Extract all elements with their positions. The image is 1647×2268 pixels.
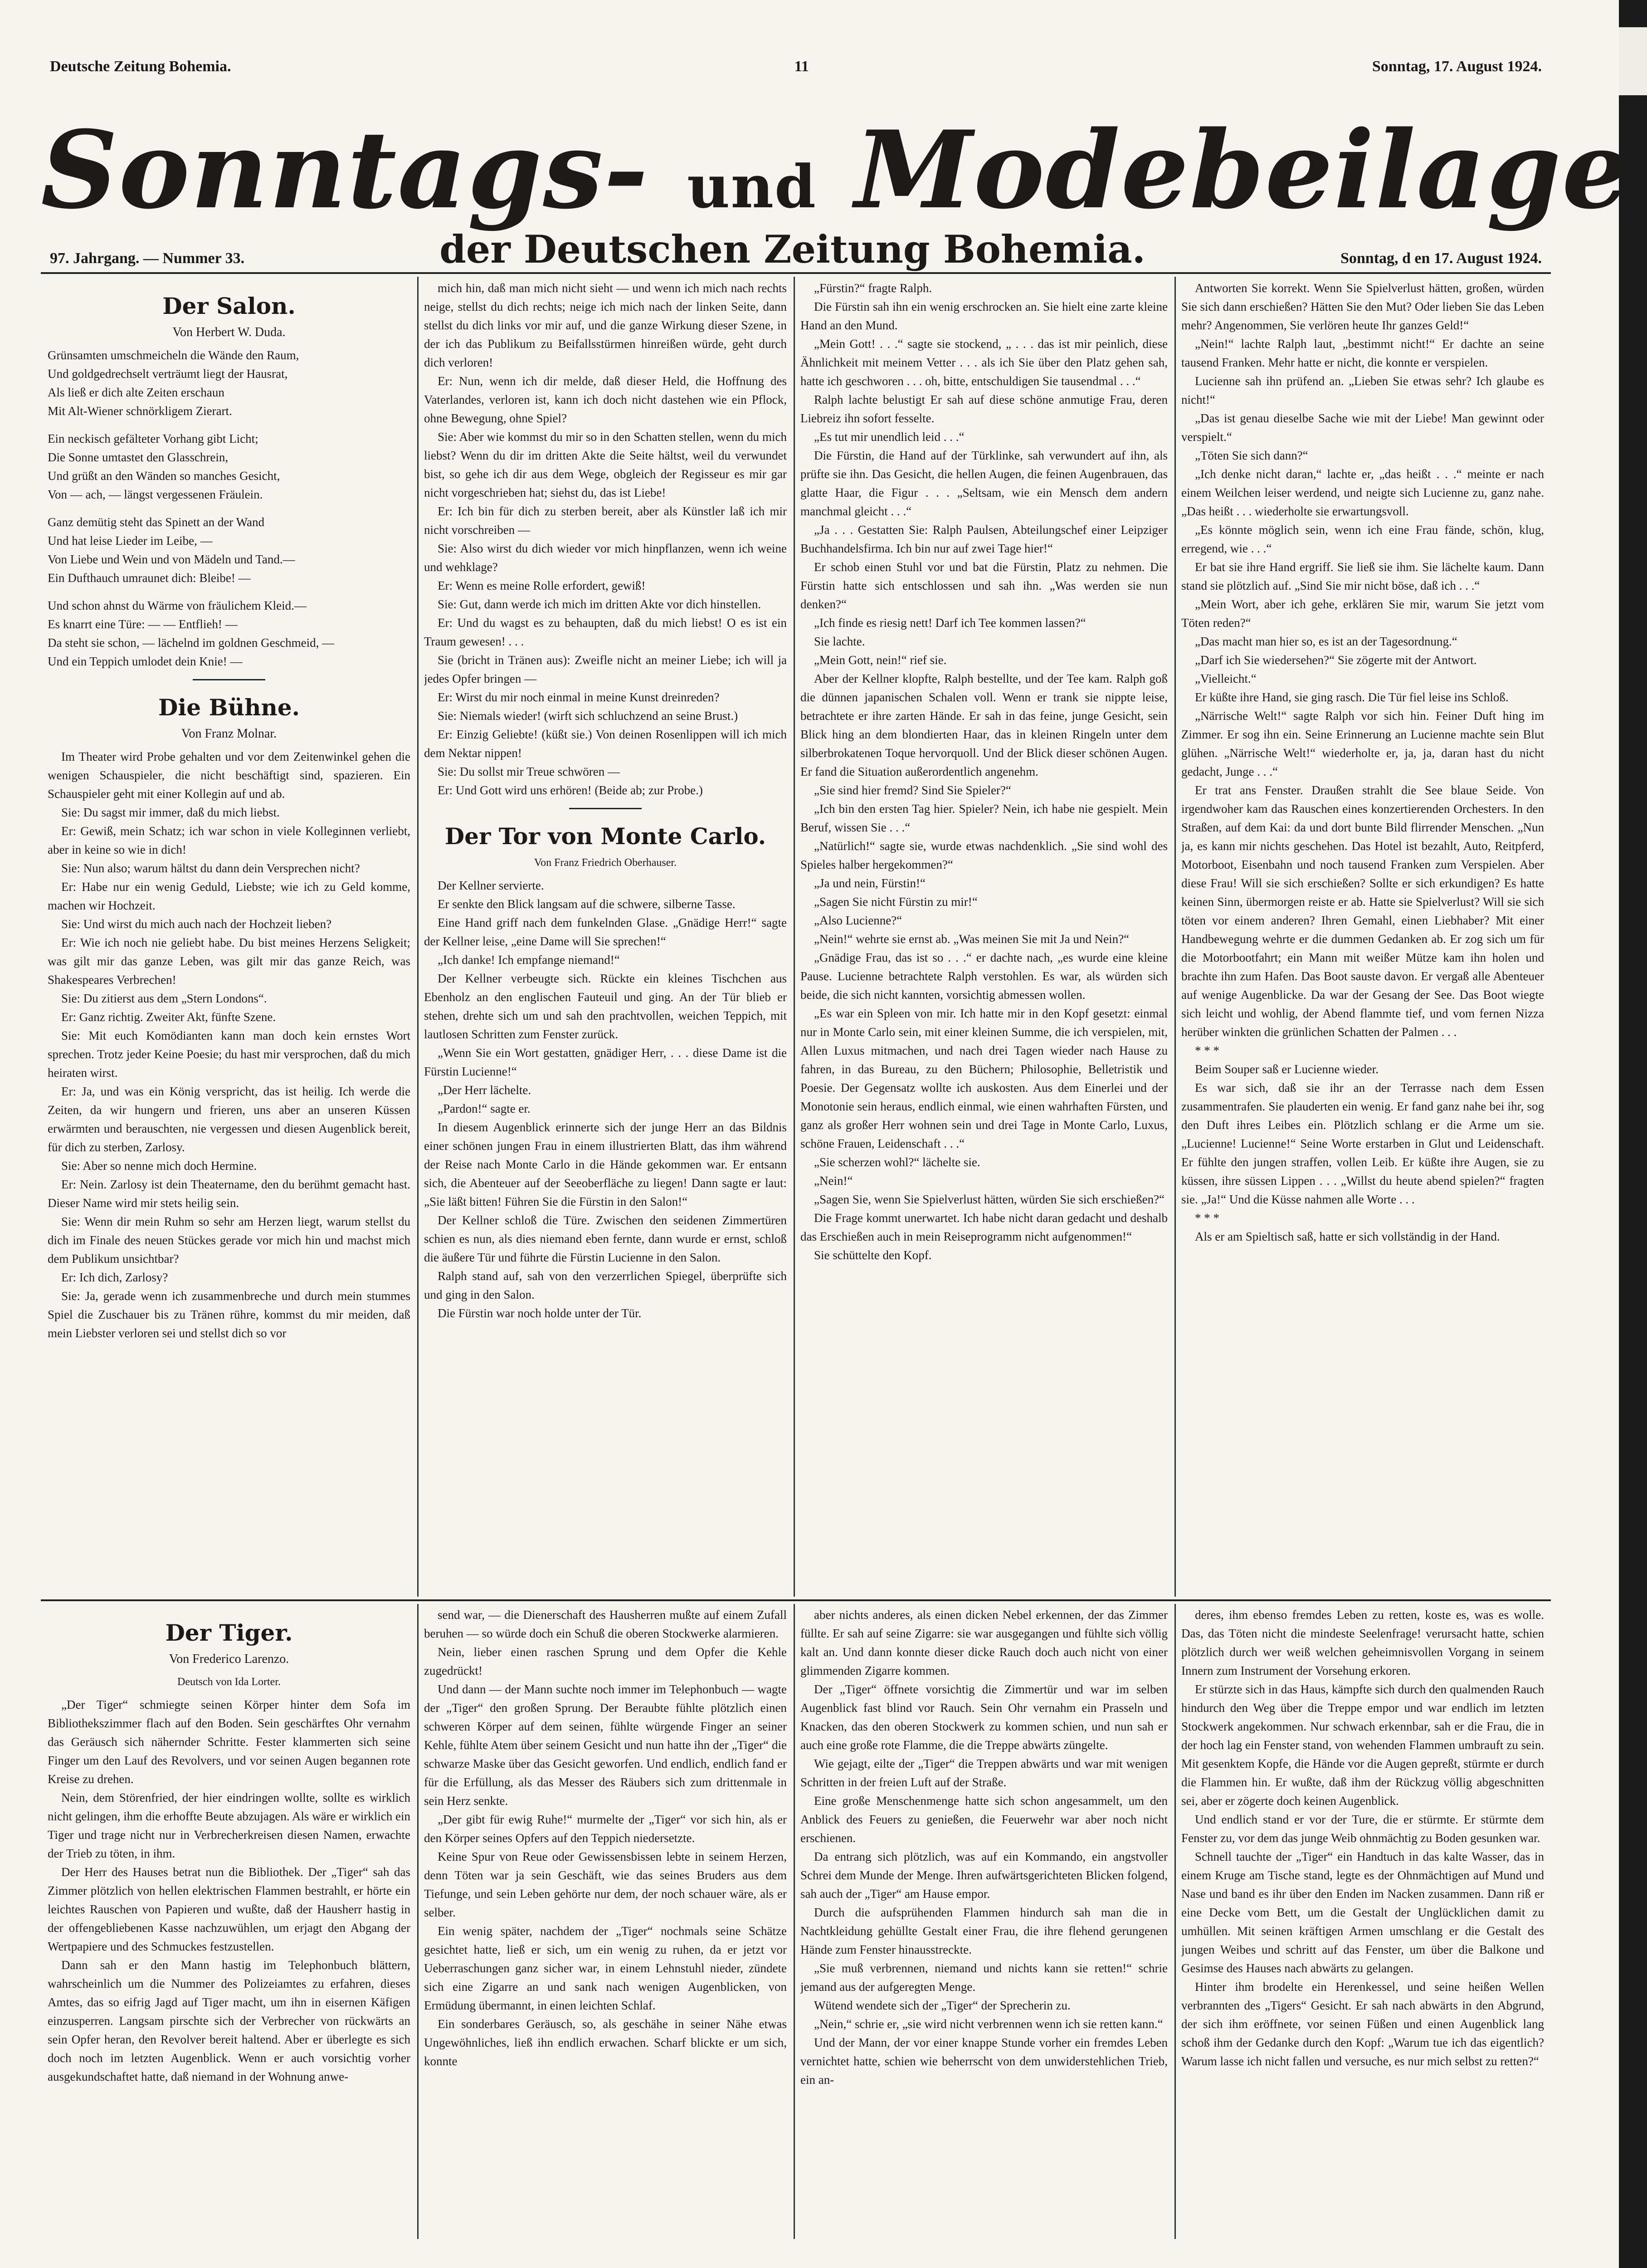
paragraph: „Das ist genau dieselbe Sache wie mit der Liebe! Man gewinnt oder verspielt.“ bbox=[1181, 411, 1544, 444]
paragraph: Ralph lachte belustigt Er sah auf diese schöne anmutige Frau, deren Liebreiz ihn sofort fesselte. bbox=[800, 393, 1168, 425]
article-divider bbox=[193, 679, 265, 680]
paragraph: Als er am Spieltisch saß, hatte er sich vollständig in der Hand. bbox=[1195, 1230, 1500, 1243]
paragraph: „Ja und nein, Fürstin!“ bbox=[814, 876, 926, 890]
paragraph: Wie gejagt, eilte der „Tiger“ die Treppen abwärts und war mit wenigen Schritten in der freien Luft auf der Straße. bbox=[800, 1757, 1168, 1789]
tiger-author: Von Frederico Larenzo. bbox=[169, 1652, 289, 1666]
paragraph: „Ich bin den ersten Tag hier. Spieler? Nein, ich habe nie gespielt. Mein Beruf, wissen Sie . . .“ bbox=[800, 802, 1168, 834]
paragraph: Aber der Kellner klopfte, Ralph bestellte, und der Tee kam. Ralph goß die dünnen japanischen Schalen voll. Wenn er trank sie nippte leise, betrachtete er ihre zarten Hände. Er sah in das feine, junge Gesicht, sein Blick hing an dem blondierten Haar, das in kleinen Ringeln unter dem silberbrokatenen Toque hervorquoll. Und der Blick dieser schönen Augen. Er fand die Situation außerordentlich angenehm. bbox=[800, 672, 1168, 778]
paragraph: mich hin, daß man mich nicht sieht — und wenn ich mich nach rechts neige, stellst du dich rechts; neige ich mich nach der linken Seite, dann stellst du dich links vor mir auf, und die ganze Wirkung dieser Szene, in der ich das Publikum zu Beifallsstürmen hinreißen würde, geht durch dich verloren! bbox=[424, 281, 787, 369]
paragraph: „Mein Wort, aber ich gehe, erklären Sie mir, warum Sie jetzt vom Töten reden?“ bbox=[1181, 597, 1544, 630]
paragraph: „Darf ich Sie wiedersehen?“ Sie zögerte mit der Antwort. bbox=[1195, 653, 1477, 667]
paragraph: Es war sich, daß sie ihr an der Terrasse nach dem Essen zusammentrafen. Sie plauderten ein wenig. Er fand ganz nahe bei ihr, sog den Duft ihres Leibes ein. Plötzlich schlang er die Arme um sie. „Lucienne! Lucienne!“ Seine Worte erstarben in Glut und Leidenschaft. Er fühlte den jungen straffen, vollen Leib. Er küßte ihre Augen, sie zu küssen, ihre süssen Lippen . . . „Willst du heute abend spielen?“ fragten sie. „Ja!“ Und die Küsse nahmen alle Worte . . . bbox=[1181, 1081, 1544, 1206]
paragraph: Er: Wirst du mir noch einmal in meine Kunst dreinreden? bbox=[438, 690, 720, 704]
paragraph: Die Fürstin, die Hand auf der Türklinke, sah verwundert auf ihn, als prüfte sie ihn. Das Gesicht, die hellen Augen, die feinen Augenbrauen, das glatte Haar, die Figur . . . „Seltsam, wie ein Mensch dem andern manchmal gleicht . . .“ bbox=[800, 449, 1168, 518]
paragraph: deres, ihm ebenso fremdes Leben zu retten, koste es, was es wolle. Das, das Töten nicht die mindeste Seelenfrage! verursacht hatte, schien plötzlich durch wer weiß welchen geheimnisvollen Vorgang in seinem Innern zum Instrument der Vorsehung erkoren. bbox=[1181, 1608, 1544, 1677]
paragraph: Sie: Du zitierst aus dem „Stern Londons“. bbox=[61, 992, 267, 1005]
column-4 bbox=[1181, 279, 1544, 1597]
header-date: Sonntag, 17. August 1924. bbox=[1372, 58, 1542, 75]
buehne-title: Die Bühne. bbox=[158, 694, 300, 721]
scan-edge-tab bbox=[1619, 27, 1647, 95]
paragraph: „Sie sind hier fremd? Sind Sie Spieler?“ bbox=[814, 783, 1011, 797]
paragraph: * * * bbox=[1195, 1044, 1219, 1057]
poem-line: Ganz demütig steht das Spinett an der Wand bbox=[48, 515, 264, 529]
column-rule-1 bbox=[417, 277, 419, 1597]
paragraph: „Sie muß verbrennen, niemand und nichts kann sie retten!“ schrie jemand aus der aufgeregten Menge. bbox=[800, 1961, 1168, 1994]
poem-line: Es knarrt eine Türe: — — Entflieh! — bbox=[48, 617, 238, 631]
paragraph: „Gnädige Frau, das ist so . . .“ er dachte nach, „es wurde eine kleine Pause. Lucienne betrachtete Ralph verstohlen. Es war, als würden sich beide, die sich nicht kannten, vorsichtig abmessen wollen. bbox=[800, 951, 1168, 1002]
paragraph: Hinter ihm brodelte ein Herenkessel, und seine heißen Wellen verbrannten des „Tigers“ Gesicht. Er sah nach abwärts in den Abgrund, der sich ihm eröffnete, vor seinen Füßen und einen Augenblick lang schoß ihm der Gedanke durch den Kopf: „Warum tue ich das eigentlich? Warum lasse ich nicht fallen und versuche, es nur mich selbst zu retten?“ bbox=[1181, 1980, 1544, 2068]
paragraph: „Ich denke nicht daran,“ lachte er, „das heißt . . .“ meinte er nach einem Weilchen leiser werdend, und neigte sich Lucienne zu, ganz nahe. „Das heißt . . . wiederholte sie erwartungsvoll. bbox=[1181, 467, 1544, 518]
paragraph: Er küßte ihre Hand, sie ging rasch. Die Tür fiel leise ins Schloß. bbox=[1195, 690, 1509, 704]
paragraph: aber nichts anderes, als einen dicken Nebel erkennen, der das Zimmer füllte. Er sah auf seine Zigarre: sie war ausgegangen und fühlte sich völlig kalt an. Und dann konnte dieser dicke Rauch doch auch nicht von einer glimmenden Zigarre kommen. bbox=[800, 1608, 1168, 1677]
volume-number: 97. Jahrgang. — Nummer 33. bbox=[50, 250, 245, 267]
poem-line: Und ein Teppich umlodet dein Knie! — bbox=[48, 655, 243, 668]
paragraph: Durch die aufsprühenden Flammen hindurch sah man die in Nachtkleidung gehüllte Gestalt einer Frau, die ihre flehend gerungenen Hände zum Fenster hinausstreckte. bbox=[800, 1906, 1168, 1956]
tor-title: Der Tor von Monte Carlo. bbox=[444, 823, 766, 850]
column-1 bbox=[48, 279, 410, 1597]
paragraph: „Närrische Welt!“ sagte Ralph vor sich hin. Feiner Duft hing im Zimmer. Er sog ihn ein. Seine Erinnerung an Lucienne machte sein Blut glühen. „Närrische Welt!“ wiederholte er, ja, ja, daran hast du nicht gedacht, Junge . . .“ bbox=[1181, 709, 1544, 778]
paragraph: Und endlich stand er vor der Ture, die er stürmte. Er stürmte dem Fenster zu, vor dem das junge Weib ohnmächtig zu Boden gesunken war. bbox=[1181, 1813, 1544, 1845]
poem-line bbox=[48, 587, 410, 596]
paragraph: Die Fürstin sah ihn ein wenig erschrocken an. Sie hielt eine zarte kleine Hand an den Mund. bbox=[800, 300, 1168, 332]
paragraph: Sie: Aber so nenne mich doch Hermine. bbox=[61, 1159, 257, 1173]
paragraph: * * * bbox=[1195, 1211, 1219, 1225]
paragraph: Dann sah er den Mann hastig im Telephonbuch blättern, wahrscheinlich um die Nummer des Polizeiamtes zu erfahren, dieses Amtes, das so eifrig Jagd auf Tiger macht, um ihn in eisernen Käfigen einzusperren. Langsam pirschte sich der Verbrecher von rückwärts an sein Opfer heran, den Revolver bereit haltend. Aber er überlegte es sich doch noch im letzten Augenblick. Wenn er auch vorsichtig vorher ausgekundschaftet hatte, daß niemand in der Wohnung anwe- bbox=[48, 1958, 410, 2083]
column-2 bbox=[424, 279, 787, 1597]
paragraph: Sie lachte. bbox=[814, 635, 865, 648]
paragraph: Schnell tauchte der „Tiger“ ein Handtuch in das kalte Wasser, das in einem Kruge am Tische stand, legte es der Ohnmächtigen auf Mund und Nase und band es ihr über den Enden im Nacken zusammen. Dann riß er eine Decke vom Bett, um die Gestalt der Unglücklichen damit zu umhüllen. Mit seinen kräftigen Armen umschlang er die Gestalt des jungen Weibes und schritt auf das Fenster, um über die Balkone und Gesimse des Hauses nach abwärts zu gelangen. bbox=[1181, 1850, 1544, 1975]
poem-line: Da steht sie schon, — lächelnd im goldnen Geschmeid, — bbox=[48, 636, 335, 650]
paragraph: Er: Habe nur ein wenig Geduld, Liebste; wie ich zu Geld komme, machen wir Hochzeit. bbox=[48, 880, 410, 912]
section-rule bbox=[41, 1599, 1551, 1601]
paragraph: Und dann — der Mann suchte noch immer im Telephonbuch — wagte der „Tiger“ den großen Sprung. Der Beraubte fühlte plötzlich einen schweren Körper auf dem seinen, fühlte würgende Finger an seiner Kehle, fühlte Atem über seinem Gesicht und nun hatte ihn der „Tiger“ die schwarze Maske über das Gesicht geworfen. Und endlich, endlich fand er für die Erfüllung, als das Messer des Räubers sich zum drittenmale in sein Herz senkte. bbox=[424, 1682, 787, 1808]
paragraph: Er: Und du wagst es zu behaupten, daß du mich liebst! O es ist ein Traum gewesen! . . . bbox=[424, 616, 787, 648]
paragraph: „Der Tiger“ schmiegte seinen Körper hinter dem Sofa im Bibliothekszimmer flach auf den Boden. Sein geschärftes Ohr vernahm das Geräusch sich nähernder Schritte. Fester klammerten sich seine Finger um den Lauf des Revolvers, und vor seinen Augen begannen rote Kreise zu drehen. bbox=[48, 1698, 410, 1786]
poem-line: Und schon ahnst du Wärme von fräulichem Kleid.— bbox=[48, 599, 307, 612]
poem-line: Als ließ er dich alte Zeiten erschaun bbox=[48, 386, 224, 399]
paragraph: Er: Wie ich noch nie geliebt habe. Du bist meines Herzens Seligkeit; was gilt mir das ganze Leben, was gilt mir das ganze Reich, was Shakespeares Verbrechen! bbox=[48, 936, 410, 987]
tiger-column-2 bbox=[424, 1606, 787, 2236]
paragraph: Die Frage kommt unerwartet. Ich habe nicht daran gedacht und deshalb das Erschießen auch in mein Reiseprogramm nicht aufgenommen!“ bbox=[800, 1211, 1168, 1243]
paragraph: Er: Ja, und was ein König verspricht, das ist heilig. Ich werde die Zeiten, da wir hungern und frieren, uns aber an unseren Küssen erwärmten und berauschten, nie vergessen und diesen Augenblick bereit, für dich zu sterben, Zarlosy. bbox=[48, 1085, 410, 1154]
paragraph: Eine Hand griff nach dem funkelnden Glase. „Gnädige Herr!“ sagte der Kellner leise, „eine Dame will Sie sprechen!“ bbox=[424, 916, 787, 948]
paragraph: „Ich finde es riesig nett! Darf ich Tee kommen lassen?“ bbox=[814, 616, 1086, 630]
masthead-part-2: und bbox=[687, 152, 817, 221]
paragraph: „Es könnte möglich sein, wenn ich eine Frau fände, schön, klug, erregend, wie . . .“ bbox=[1181, 523, 1544, 555]
paragraph: Sie: Ja, gerade wenn ich zusammenbreche und durch mein stummes Spiel die Zuschauer bis zu Tränen rühre, kommst du mir meiden, daß mein Liebster verloren sei und stellst dich so vor bbox=[48, 1289, 410, 1340]
column-3 bbox=[800, 279, 1168, 1597]
buehne-author: Von Franz Molnar. bbox=[181, 727, 277, 741]
paragraph: Er: Nein. Zarlosy ist dein Theatername, den du berühmt gemacht hast. Dieser Name wird mir stets heilig sein. bbox=[48, 1178, 410, 1210]
paragraph: Er: Ich dich, Zarlosy? bbox=[61, 1271, 168, 1284]
paragraph: „Der gibt für ewig Ruhe!“ murmelte der „Tiger“ vor sich hin, als er den Körper seines Opfers auf den Teppich niedersetzte. bbox=[424, 1813, 787, 1845]
paragraph: Er: Nun, wenn ich dir melde, daß dieser Held, die Hoffnung des Vaterlandes, verloren ist, kann ich doch nicht dastehen wie ein Pflock, ohne Bewegung, ohne Spiel? bbox=[424, 374, 787, 425]
paragraph: Lucienne sah ihn prüfend an. „Lieben Sie etwas sehr? Ich glaube es nicht!“ bbox=[1181, 374, 1544, 406]
tiger-column-1 bbox=[48, 1606, 410, 2236]
poem-line bbox=[48, 420, 410, 430]
column-rule-4 bbox=[417, 1604, 419, 2239]
column-rule-2 bbox=[794, 277, 795, 1597]
paragraph: Er trat ans Fenster. Draußen strahlt die See blaue Seide. Von irgendwoher kam das Rauschen eines konzertierenden Orchesters. In den Straßen, auf dem Kai: da und dort bunte Bild flirrender Menschen. „Nun ja, es kann mir nichts geschehen. Das Hotel ist bezahlt, Auto, Reitpferd, Motorboot, Eisenbahn und noch tausend Franken zum Verspielen. Aber diese Frau! Will sie sich erschießen? Sollte er sich erkundigen? Es hatte keinen Sinn, übermorgen reiste er ab. Hatte sie Spielverlust? Will sie sich töten vor einem anderen? Ihren Gemahl, einen Liebhaber? Mit einer Handbewegung wehrte er die dummen Gedanken ab. Er zog sich um für die Motorbootfahrt; ein Mann mit weißer Mütze kam ihn holen und brachte ihn zum Hafen. Das Boot sauste davon. Er vergaß alle Abenteuer auf wenige Augenblicke. Da war der Gesang der See. Das Boot wiegte sich leicht und wohlig, der Abend flammte tief, und vom fernen Nizza herüber winkten die grünlichen Schatten der Palmen . . . bbox=[1181, 783, 1544, 1039]
paragraph: Sie: Wenn dir mein Ruhm so sehr am Herzen liegt, warum stellst du dich im Finale des neuen Stückes gerade vor mich hin und machst mich dem Publikum unsichtbar? bbox=[48, 1215, 410, 1266]
tiger-text-2 bbox=[424, 1606, 787, 2071]
poem-line: Die Sonne umtastet den Glasschrein, bbox=[48, 450, 229, 464]
paragraph: Und der Mann, der vor einer knappe Stunde vorher ein fremdes Leben vernichtet hatte, schien wie beherrscht von dem unwiderstehlichen Trieb, ein an- bbox=[800, 2036, 1168, 2087]
paragraph: Sie: Also wirst du dich wieder vor mich hinpflanzen, wenn ich weine und wehklage? bbox=[424, 542, 787, 574]
header-paper-name: Deutsche Zeitung Bohemia. bbox=[50, 58, 231, 75]
tiger-column-4 bbox=[1181, 1606, 1544, 2236]
paragraph: „Wenn Sie ein Wort gestatten, gnädiger Herr, . . . diese Dame ist die Fürstin Lucienne!“ bbox=[424, 1046, 787, 1078]
tiger-text-4 bbox=[1181, 1606, 1544, 2071]
paragraph: Ein sonderbares Geräusch, so, als geschähe in seiner Nähe etwas Ungewöhnliches, ließ ihn endlich erwachen. Scharf blickte er um sich, konnte bbox=[424, 2017, 787, 2068]
scan-edge-strip bbox=[1619, 0, 1647, 2268]
paragraph: „Töten Sie sich dann?“ bbox=[1195, 449, 1308, 462]
tiger-title: Der Tiger. bbox=[165, 1619, 293, 1646]
buehne-text bbox=[48, 748, 410, 1343]
paragraph: Der Kellner schloß die Türe. Zwischen den seidenen Zimmertüren schien es nun, als dies niemand eben fernte, dann wurde er ernst, schloß die äußere Tür und führte die Fürstin Lucienne in den Salon. bbox=[424, 1213, 787, 1264]
paragraph: Er: Wenn es meine Rolle erfordert, gewiß! bbox=[438, 579, 646, 592]
paragraph: Da entrang sich plötzlich, was auf ein Kommando, ein angstvoller Schrei dem Munde der Menge. Ihren aufwärtsgerichteten Blicken folgend, sah auch der „Tiger“ am Hause empor. bbox=[800, 1850, 1168, 1901]
paragraph: „Pardon!“ sagte er. bbox=[438, 1102, 531, 1115]
salon-poem bbox=[48, 346, 410, 671]
tor-continued-text bbox=[800, 279, 1168, 1265]
paragraph: Er bat sie ihre Hand ergriff. Sie ließ sie ihm. Sie lächelte kaum. Dann stand sie plötzlich auf. „Sind Sie mir nicht böse, daß ich . . .“ bbox=[1181, 560, 1544, 592]
buehne-continued-text bbox=[424, 279, 787, 800]
masthead-subrow bbox=[50, 227, 1542, 272]
paragraph: „Mein Gott! . . .“ sagte sie stockend, „ . . . das ist mir peinlich, diese Ähnlichkeit mit meinem Vetter . . . als ich Sie über den Platz gehen sah, hatte ich geschworen . . . oh, bitte, entschuldigen Sie tausendmal . . .“ bbox=[800, 337, 1168, 388]
poem-line: Mit Alt-Wiener schnörkligem Zierart. bbox=[48, 404, 232, 418]
paragraph: Ein wenig später, nachdem der „Tiger“ nochmals seine Schätze gesichtet hatte, ließ er sich, um ein wenig zu ruhen, da er jetzt vor Ueberraschungen ganz sicher war, in einem Lehnstuhl nieder, zündete sich eine Zigarre an und sank nach wenigen Augenblicken, von Ermüdung übermannt, in einen leichten Schlaf. bbox=[424, 1924, 787, 2012]
poem-line: Und hat leise Lieder im Leibe, — bbox=[48, 534, 213, 547]
poem-line bbox=[48, 504, 410, 513]
tiger-translator: Deutsch von Ida Lorter. bbox=[177, 1676, 281, 1688]
paragraph: Die Fürstin war noch holde unter der Tür. bbox=[438, 1306, 642, 1320]
column-rule-6 bbox=[1174, 1604, 1176, 2239]
paragraph: Eine große Menschenmenge hatte sich schon angesammelt, um den Anblick des Feuers zu genießen, die Feuerwehr war aber noch nicht erschienen. bbox=[800, 1794, 1168, 1845]
paragraph: Sie: Nun also; warum hältst du dann dein Versprechen nicht? bbox=[61, 861, 360, 875]
paragraph: Der Kellner verbeugte sich. Rückte ein kleines Tischchen aus Ebenholz an den englischen Fauteuil und ging. An der Tür blieb er stehen, drehte sich um und sah den prachtvollen, weichen Teppich, mit lautlosen Schritten zum Fenster zurück. bbox=[424, 972, 787, 1041]
paragraph: Er: Und Gott wird uns erhören! (Beide ab; zur Probe.) bbox=[438, 783, 703, 797]
paragraph: Sie: Und wirst du mich auch nach der Hochzeit lieben? bbox=[61, 917, 332, 931]
poem-line: Und goldgedrechselt verträumt liegt der Hausrat, bbox=[48, 367, 288, 381]
tor-text bbox=[424, 876, 787, 1323]
paragraph: Er: Einzig Geliebte! (küßt sie.) Von deinen Rosenlippen will ich mich dem Nektar nippen! bbox=[424, 728, 787, 760]
poem-line: Und grüßt an den Wänden so manches Gesicht, bbox=[48, 469, 280, 483]
paragraph: Er schob einen Stuhl vor und bat die Fürstin, Platz zu nehmen. Die Fürstin hatte sich entschlossen und sah ihn. „Was werden sie nun denken?“ bbox=[800, 560, 1168, 611]
paragraph: Sie: Mit euch Komödianten kann man doch kein ernstes Wort sprechen. Trotz jeder Keine Poesie; du hast mir versprochen, daß du mich heiraten wirst. bbox=[48, 1029, 410, 1080]
paragraph: „Fürstin?“ fragte Ralph. bbox=[814, 281, 932, 295]
paragraph: „Nein,“ schrie er, „sie wird nicht verbrennen wenn ich sie retten kann.“ bbox=[814, 2017, 1163, 2031]
paragraph: Keine Spur von Reue oder Gewissensbissen lebte in seinem Herzen, denn Töten war ja sein Geschäft, wie das seines Bruders aus dem Tiefunge, und sein Leben gehörte nur dem, der noch schauer wäre, als er selber. bbox=[424, 1850, 787, 1919]
masthead-subtitle: der Deutschen Zeitung Bohemia. bbox=[439, 227, 1145, 272]
paragraph: Beim Souper saß er Lucienne wieder. bbox=[1195, 1062, 1379, 1076]
paragraph: „Sagen Sie, wenn Sie Spielverlust hätten, würden Sie sich erschießen?“ bbox=[814, 1193, 1165, 1206]
column-rule-3 bbox=[1174, 277, 1176, 1597]
paragraph: Sie: Aber wie kommst du mir so in den Schatten stellen, wenn du mich liebst? Wenn du dir im dritten Akte die Seite hältst, weil du verwundet bist, so gehe ich dir aus dem Wege, obgleich der Regisseur es mir gar nicht vorgeschrieben hat; siehst du, das ist Liebe! bbox=[424, 430, 787, 499]
tiger-text bbox=[48, 1696, 410, 2086]
paragraph: Sie: Niemals wieder! (wirft sich schluchzend an seine Brust.) bbox=[438, 709, 738, 723]
paragraph: „Also Lucienne?“ bbox=[814, 914, 902, 927]
paragraph: „Nein!“ wehrte sie ernst ab. „Was meinen Sie mit Ja und Nein?“ bbox=[814, 932, 1130, 946]
paragraph: Er senkte den Blick langsam auf die schwere, silberne Tasse. bbox=[438, 897, 736, 911]
masthead-rule bbox=[41, 272, 1551, 274]
paragraph: Er stürzte sich in das Haus, kämpfte sich durch den qualmenden Rauch hindurch den Weg über die Treppe empor und war endlich im letzten Stockwerk angekommen. Nur schwach erkennbar, sah er die Frau, die in der hoch lag ein Fenster stand, von wehenden Flammen umbrauft zu sein. Mit gesenktem Kopfe, die Hände vor die Augen gepreßt, stürmte er durch die Flammen hin. Er wußte, daß ihm der Rückzug völlig abgeschnitten sei, aber er zögerte doch keinen Augenblick. bbox=[1181, 1682, 1544, 1808]
paragraph: „Das macht man hier so, es ist an der Tagesordnung.“ bbox=[1195, 635, 1457, 648]
paragraph: „Es war ein Spleen von mir. Ich hatte mir in den Kopf gesetzt: einmal nur in Monte Carlo sein, mit einer kleinen Summe, die ich verspielen, mit, Allen Luxus mitmachen, und nach drei Tagen wieder nach Hause zu fahren, in das Bureau, zu den Büchern; Philosophie, Belletristik und Poesie. Der Gegensatz wollte ich auskosten. Aus dem Einerlei und der Monotonie sein heraus, endlich einmal, wie einen wahrhaften Fürsten, und ganz als großer Herr wohnen sein und drei Tage in Monte Carlo, Luxus, schöne Frauen, Leidenschaft . . .“ bbox=[800, 1007, 1168, 1150]
tiger-text-3 bbox=[800, 1606, 1168, 2089]
paragraph: „Ja . . . Gestatten Sie: Ralph Paulsen, Abteilungschef einer Leipziger Buchhandelsfirma. Ich bin nur auf zwei Tage hier!“ bbox=[800, 523, 1168, 555]
paragraph: Sie: Du sagst mir immer, daß du mich liebst. bbox=[61, 806, 280, 819]
paragraph: Ralph stand auf, sah von den verzerrlichen Spiegel, überprüfte sich und ging in den Salon. bbox=[424, 1269, 787, 1301]
poem-line: Ein neckisch gefälteter Vorhang gibt Licht; bbox=[48, 432, 258, 445]
masthead-part-3: Modebeilage bbox=[854, 108, 1631, 233]
paragraph: „Nein!“ lachte Ralph laut, „bestimmt nicht!“ Er dachte an seine tausend Franken. Mehr hatte er nicht, die konnte er verspielen. bbox=[1181, 337, 1544, 369]
masthead-part-1: Sonntags- bbox=[41, 108, 649, 233]
issue-date: Sonntag, d en 17. August 1924. bbox=[1340, 250, 1542, 267]
salon-author: Von Herbert W. Duda. bbox=[172, 325, 286, 339]
header-page-number: 11 bbox=[794, 58, 809, 75]
paragraph: Sie: Du sollst mir Treue schwören — bbox=[438, 765, 620, 778]
paragraph: Nein, lieber einen raschen Sprung und dem Opfer die Kehle zugedrückt! bbox=[424, 1645, 787, 1677]
paragraph: In diesem Augenblick erinnerte sich der junge Herr an das Bildnis einer schönen jungen Frau in einem illustrierten Blatt, das ihm während der Reise nach Monte Carlo in die Hände gekommen war. Er entsann sich, die Abenteuer auf der Seeoberfläche zu liegen! Dann sagte er laut: „Sie läßt bitten! Führen Sie die Fürstin in den Salon!“ bbox=[424, 1120, 787, 1208]
paragraph: Der „Tiger“ öffnete vorsichtig die Zimmertür und war im selben Augenblick fast blind vor Rauch. Sein Ohr vernahm ein Prasseln und Knacken, das den oberen Stockwerk zu kommen schien, und nun sah er auch eine große rote Flamme, die die Treppe abwärts züngelte. bbox=[800, 1682, 1168, 1752]
poem-line: Von — ach, — längst vergessenen Fräulein. bbox=[48, 488, 263, 501]
tor-continued-text-2 bbox=[1181, 279, 1544, 1246]
column-rule-5 bbox=[794, 1604, 795, 2239]
paragraph: Sie (bricht in Tränen aus): Zweifle nicht an meiner Liebe; ich will ja jedes Opfer bringen — bbox=[424, 653, 787, 685]
paragraph: „Sie scherzen wohl?“ lächelte sie. bbox=[814, 1155, 980, 1169]
paragraph: Sie: Gut, dann werde ich mich im dritten Akte vor dich hinstellen. bbox=[438, 597, 761, 611]
paragraph: „Es tut mir unendlich leid . . .“ bbox=[814, 430, 965, 444]
tor-author: Von Franz Friedrich Oberhauser. bbox=[534, 857, 677, 869]
paragraph: send war, — die Dienerschaft des Hausherren mußte auf einem Zufall beruhen — so würde doch ein Schuß die oberen Stockwerke alarmieren. bbox=[424, 1608, 787, 1640]
tiger-column-3 bbox=[800, 1606, 1168, 2236]
paragraph: Er: Ganz richtig. Zweiter Akt, fünfte Szene. bbox=[61, 1010, 276, 1024]
paragraph: Antworten Sie korrekt. Wenn Sie Spielverlust hätten, großen, würden Sie sich dann erschießen? Hätten Sie den Mut? Oder lieben Sie das Leben mehr? Angenommen, Sie verlören heute Ihr ganzes Geld!“ bbox=[1181, 281, 1544, 332]
poem-line: Ein Dufthauch umraunet dich: Bleibe! — bbox=[48, 571, 251, 585]
poem-line: Von Liebe und Wein und von Mädeln und Tand.— bbox=[48, 552, 295, 566]
paragraph: Nein, dem Störenfried, der hier eindringen wollte, sollte es wirklich nicht gelingen, ihm die erhoffte Beute abzujagen. Als wäre er wirklich ein Tiger und trage nicht nur in Verbrecherkreisen diesen Namen, erwachte der Trieb zu töten, in ihm. bbox=[48, 1791, 410, 1860]
paragraph: „Natürlich!“ sagte sie, wurde etwas nachdenklich. „Sie sind wohl des Spieles halber hergekommen?“ bbox=[800, 839, 1168, 871]
poem-line: Grünsamten umschmeicheln die Wände den Raum, bbox=[48, 348, 299, 362]
paragraph: „Mein Gott, nein!“ rief sie. bbox=[814, 653, 947, 667]
paragraph: Wütend wendete sich der „Tiger“ der Sprecherin zu. bbox=[814, 1999, 1071, 2012]
paragraph: Im Theater wird Probe gehalten und vor dem Zeitenwinkel gehen die wenigen Schauspieler, die nicht beschäftigt sind, spazieren. Ein Schauspieler geht mit einer Kollegin auf und ab. bbox=[48, 750, 410, 801]
paragraph: Der Kellner servierte. bbox=[438, 879, 544, 892]
paragraph: Sie schüttelte den Kopf. bbox=[814, 1248, 932, 1262]
paragraph: „Der Herr lächelte. bbox=[438, 1083, 531, 1097]
article-divider bbox=[569, 808, 642, 809]
paragraph: „Ich danke! Ich empfange niemand!“ bbox=[438, 953, 620, 967]
paragraph: Er: Gewiß, mein Schatz; ich war schon in viele Kolleginnen verliebt, aber in keine so wie in dich! bbox=[48, 824, 410, 856]
paragraph: „Sagen Sie nicht Fürstin zu mir!“ bbox=[814, 895, 978, 909]
paragraph: „Nein!“ bbox=[814, 1174, 853, 1188]
running-header bbox=[50, 58, 1542, 75]
salon-title: Der Salon. bbox=[162, 293, 296, 319]
paragraph: Er: Ich bin für dich zu sterben bereit, aber als Künstler laß ich mir nicht vorschreiben — bbox=[424, 504, 787, 537]
paragraph: Der Herr des Hauses betrat nun die Bibliothek. Der „Tiger“ sah das Zimmer plötzlich von hellen elektrischen Flammen bestrahlt, er hörte ein leichtes Rauschen von Papieren und wußte, daß der Hausherr hastig in der offengebliebenen Kasse nachzuwühlen, um erjagt den Abgang der Wertpapiere und des Schmuckes festzustellen. bbox=[48, 1865, 410, 1953]
paragraph: „Vielleicht.“ bbox=[1195, 672, 1257, 685]
